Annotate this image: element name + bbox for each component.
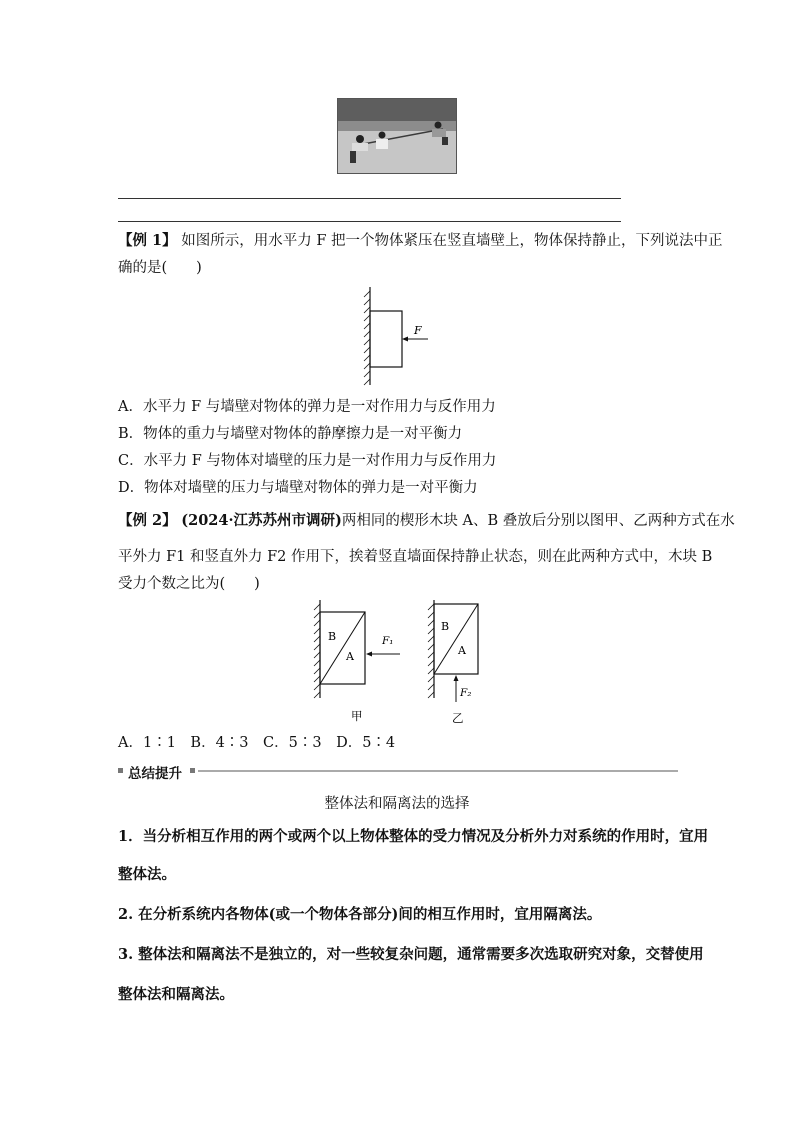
- summary-p2: 2. 在分析系统内各物体(或一个物体各部分)间的相互作用时，宜用隔离法。: [118, 906, 602, 923]
- fig-left-label-a: A: [346, 650, 354, 663]
- example1-option-c: C．水平力 F 与物体对墙壁的压力是一对作用力与反作用力: [118, 453, 497, 469]
- example1-option-b: B．物体的重力与墙壁对物体的静摩擦力是一对平衡力: [118, 426, 463, 442]
- fig-right-label-b: B: [441, 620, 450, 633]
- fig-right-label-a: A: [458, 644, 466, 657]
- example2-stem-line3: 受力个数之比为( ): [118, 576, 260, 592]
- section-bullet-left: [118, 768, 123, 773]
- example2-figure: [310, 598, 510, 724]
- example1-figure: [360, 285, 440, 387]
- activity-photo: [337, 98, 457, 174]
- answer-rule-2: [118, 221, 621, 222]
- example1-option-a: A．水平力 F 与墙壁对物体的弹力是一对作用力与反作用力: [118, 399, 496, 415]
- example2-stem-line1: 【例 2】 (2024·江苏苏州市调研)两相同的楔形木块 A、B 叠放后分别以图甲、乙两种方式在水: [118, 512, 735, 529]
- fig-caption-left: 甲: [351, 709, 363, 723]
- example1-tag: 【例 1】: [118, 232, 177, 249]
- summary-section-title: 总结提升: [128, 766, 182, 782]
- section-divider-line: [198, 770, 678, 772]
- example2-stem-line2: 平外力 F1 和竖直外力 F2 作用下，挨着竖直墙面保持静止状态，则在此两种方式中，木块 B: [118, 549, 713, 565]
- section-bullet-right: [190, 768, 195, 773]
- example1-option-d: D．物体对墙壁的压力与墙壁对物体的弹力是一对平衡力: [118, 480, 478, 496]
- example2-tag: 【例 2】: [118, 512, 177, 529]
- example1-stem-line2: 确的是( ): [118, 260, 202, 276]
- fig-left-force-f1: F₁: [382, 635, 394, 647]
- summary-p3-line1: 3. 整体法和隔离法不是独立的，对一些较复杂问题，通常需要多次选取研究对象，交替使用: [118, 946, 704, 963]
- example1-stem-line1: 【例 1】 如图所示，用水平力 F 把一个物体紧压在竖直墙壁上，物体保持静止，下列说法中正: [118, 232, 723, 249]
- fig-left-label-b: B: [328, 630, 337, 643]
- fig-caption-right: 乙: [452, 711, 464, 724]
- answer-rule-1: [118, 198, 621, 199]
- summary-subtitle: 整体法和隔离法的选择: [324, 796, 470, 812]
- summary-p1-line1: 1．当分析相互作用的两个或两个以上物体整体的受力情况及分析外力对系统的作用时，宜用: [118, 828, 709, 845]
- example2-source: (2024·江苏苏州市调研): [181, 512, 342, 529]
- example1-force-label: F: [414, 324, 422, 337]
- fig-right-force-f2: F₂: [460, 687, 472, 699]
- summary-p3-line2: 整体法和隔离法。: [118, 986, 234, 1003]
- photo-drawing: [338, 99, 456, 173]
- example2-options: A．1∶1 B．4∶3 C．5∶3 D．5∶4: [118, 735, 396, 751]
- summary-p1-line2: 整体法。: [118, 866, 176, 883]
- summary-section-header: [118, 763, 678, 782]
